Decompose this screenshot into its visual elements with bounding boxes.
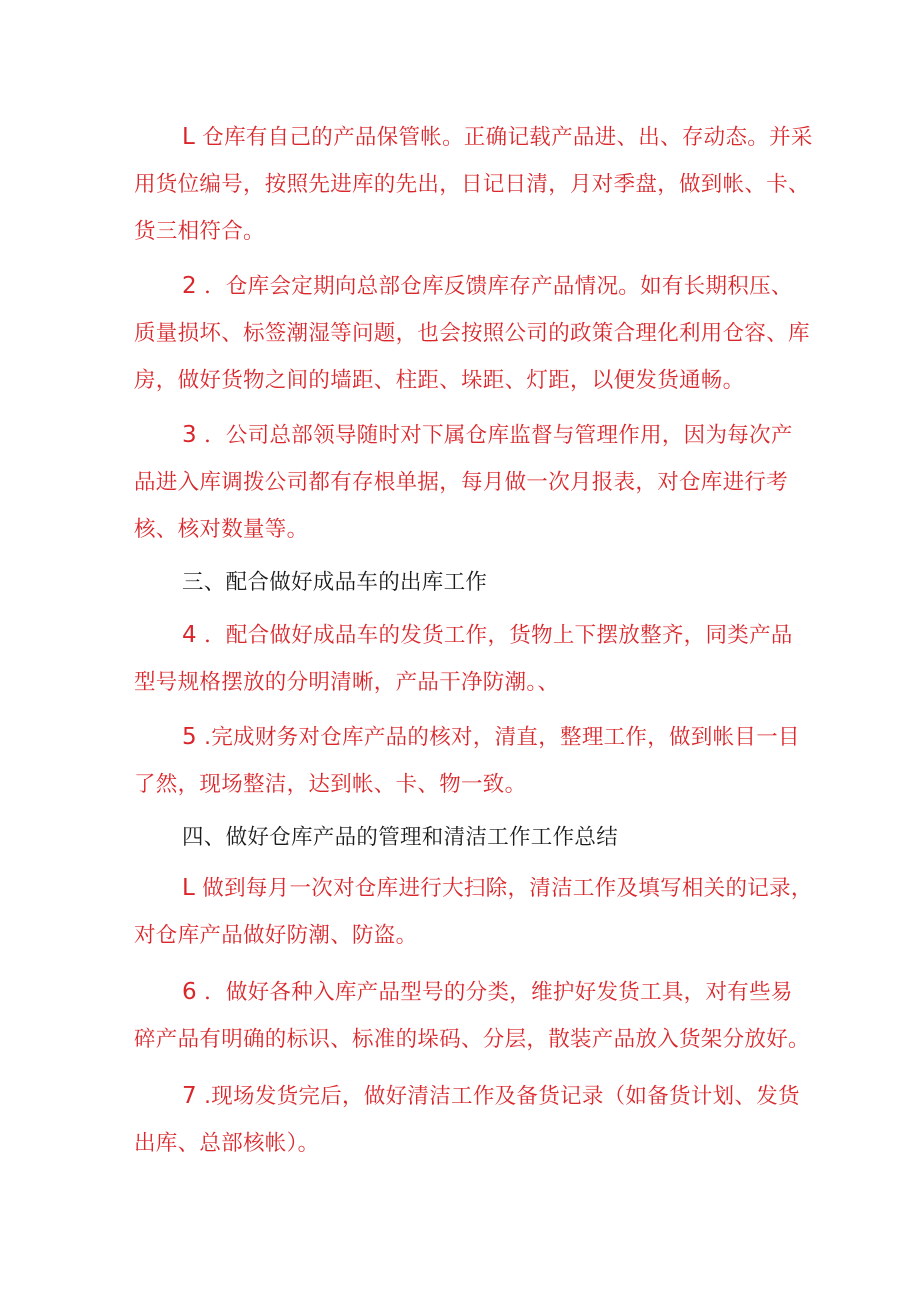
document-body <box>134 114 814 1167</box>
paragraph-number: 3 <box>182 422 197 448</box>
paragraph-item-8 <box>134 1073 814 1167</box>
paragraph-item-6 <box>134 865 814 959</box>
paragraph-number: 2 <box>182 273 197 299</box>
paragraph-item-5 <box>134 714 814 808</box>
paragraph-number: 4 <box>182 622 197 648</box>
paragraph-item-3 <box>134 412 814 553</box>
paragraph-number: 5 <box>182 724 197 750</box>
paragraph-text: 做到每月一次对仓库进行大扫除，清洁工作及填写相关的记录，对仓库产品做好防潮、防盗。 <box>134 876 813 948</box>
paragraph-text: ．公司总部领导随时对下属仓库监督与管理作用，因为每次产品进入库调拨公司都有存根单据，每月做一次月报表，对仓库进行考核、核对数量等。 <box>134 423 793 542</box>
paragraph-number: 6 <box>182 979 197 1005</box>
paragraph-number: L <box>182 124 196 150</box>
paragraph-item-2 <box>134 263 814 404</box>
paragraph-text: ．仓库会定期向总部仓库反馈库存产品情况。如有长期积压、质量损坏、标签潮湿等问题，也会按照公司的政策合理化利用仓容、库房，做好货物之间的墙距、柱距、垛距、灯距，以便发货通畅。 <box>134 274 810 393</box>
paragraph-item-1 <box>134 114 814 255</box>
paragraph-text: ．做好各种入库产品型号的分类，维护好发货工具，对有些易碎产品有明确的标识、标准的垛码、分层，散装产品放入货架分放好。 <box>134 980 810 1052</box>
paragraph-number: 7 <box>182 1083 197 1109</box>
paragraph-number: L <box>182 875 196 901</box>
paragraph-text: ．配合做好成品车的发货工作，货物上下摆放整齐，同类产品型号规格摆放的分明清晰，产品干净防潮。、 <box>134 623 793 695</box>
paragraph-text: 仓库有自己的产品保管帐。正确记载产品进、出、存动态。并采用货位编号，按照先进库的先出，日记日清，月对季盘，做到帐、卡、货三相符合。 <box>134 125 813 244</box>
paragraph-item-7 <box>134 969 814 1063</box>
heading-text: 四、做好仓库产品的管理和清洁工作工作总结 <box>182 825 619 850</box>
section-heading-3 <box>134 559 814 606</box>
paragraph-text: .现场发货完后，做好清洁工作及备货记录（如备货计划、发货出库、总部核帐）。 <box>134 1084 800 1156</box>
paragraph-text: .完成财务对仓库产品的核对，清直，整理工作，做到帐目一目了然，现场整洁，达到帐、卡、物一致。 <box>134 725 800 797</box>
heading-text: 三、配合做好成品车的出库工作 <box>182 570 488 595</box>
section-heading-4 <box>134 814 814 861</box>
paragraph-item-4 <box>134 612 814 706</box>
